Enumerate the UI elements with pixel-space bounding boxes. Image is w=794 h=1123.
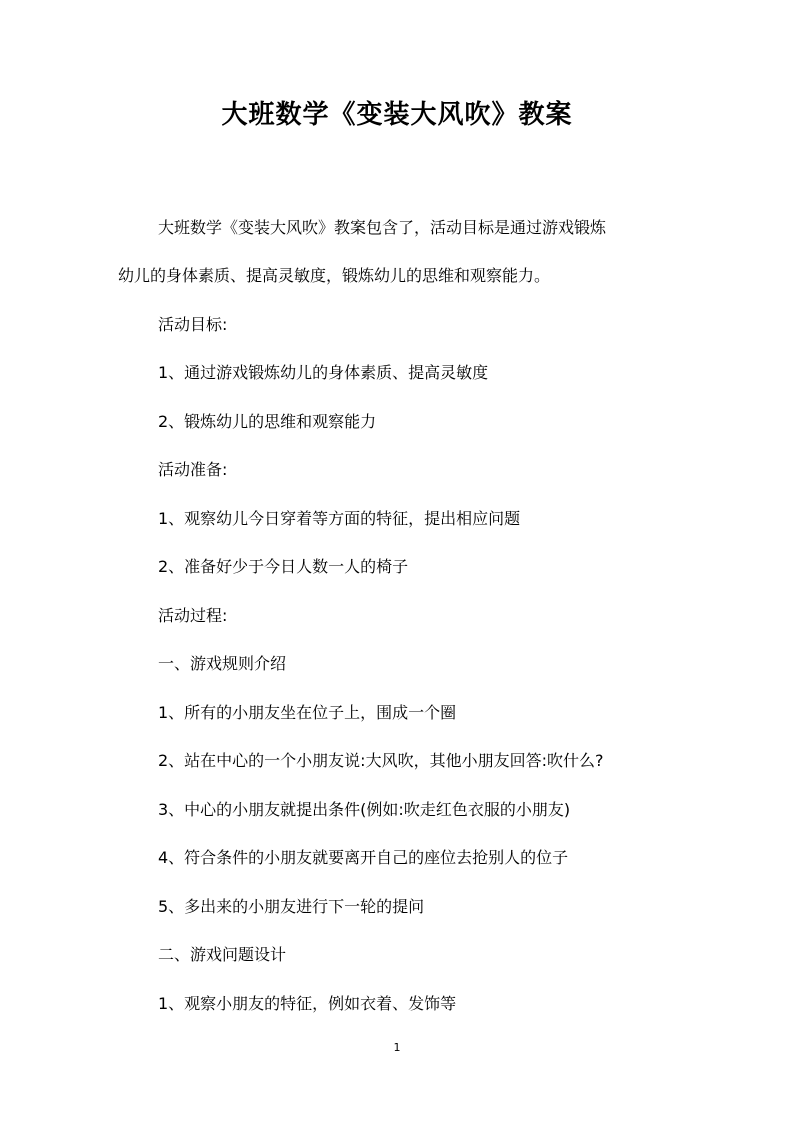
page-number: 1 bbox=[393, 1041, 401, 1054]
intro-paragraph-line-1: 大班数学《变装大风吹》教案包含了，活动目标是通过游戏锻炼 bbox=[158, 218, 607, 237]
rule-item-3: 3、中心的小朋友就提出条件(例如:吹走红色衣服的小朋友) bbox=[158, 800, 571, 819]
preparation-item-2: 2、准备好少于今日人数一人的椅子 bbox=[158, 557, 409, 576]
goal-item-1: 1、通过游戏锻炼幼儿的身体素质、提高灵敏度 bbox=[158, 363, 489, 382]
intro-paragraph-line-2: 幼儿的身体素质、提高灵敏度，锻炼幼儿的思维和观察能力。 bbox=[118, 266, 551, 285]
rule-item-1: 1、所有的小朋友坐在位子上，围成一个圈 bbox=[158, 703, 457, 722]
document-title: 大班数学《变装大风吹》教案 bbox=[221, 100, 573, 130]
section-heading-activity-process: 活动过程: bbox=[158, 606, 228, 625]
rule-item-5: 5、多出来的小朋友进行下一轮的提问 bbox=[158, 897, 425, 916]
section-heading-activity-goals: 活动目标: bbox=[158, 315, 228, 334]
goal-item-2: 2、锻炼幼儿的思维和观察能力 bbox=[158, 412, 377, 431]
subsection-heading-question-design: 二、游戏问题设计 bbox=[158, 945, 287, 964]
rule-item-2: 2、站在中心的一个小朋友说:大风吹，其他小朋友回答:吹什么? bbox=[158, 751, 604, 770]
question-design-item-1: 1、观察小朋友的特征，例如衣着、发饰等 bbox=[158, 994, 457, 1013]
section-heading-activity-preparation: 活动准备: bbox=[158, 460, 228, 479]
rule-item-4: 4、符合条件的小朋友就要离开自己的座位去抢别人的位子 bbox=[158, 848, 569, 867]
subsection-heading-game-rules: 一、游戏规则介绍 bbox=[158, 654, 287, 673]
preparation-item-1: 1、观察幼儿今日穿着等方面的特征，提出相应问题 bbox=[158, 509, 521, 528]
